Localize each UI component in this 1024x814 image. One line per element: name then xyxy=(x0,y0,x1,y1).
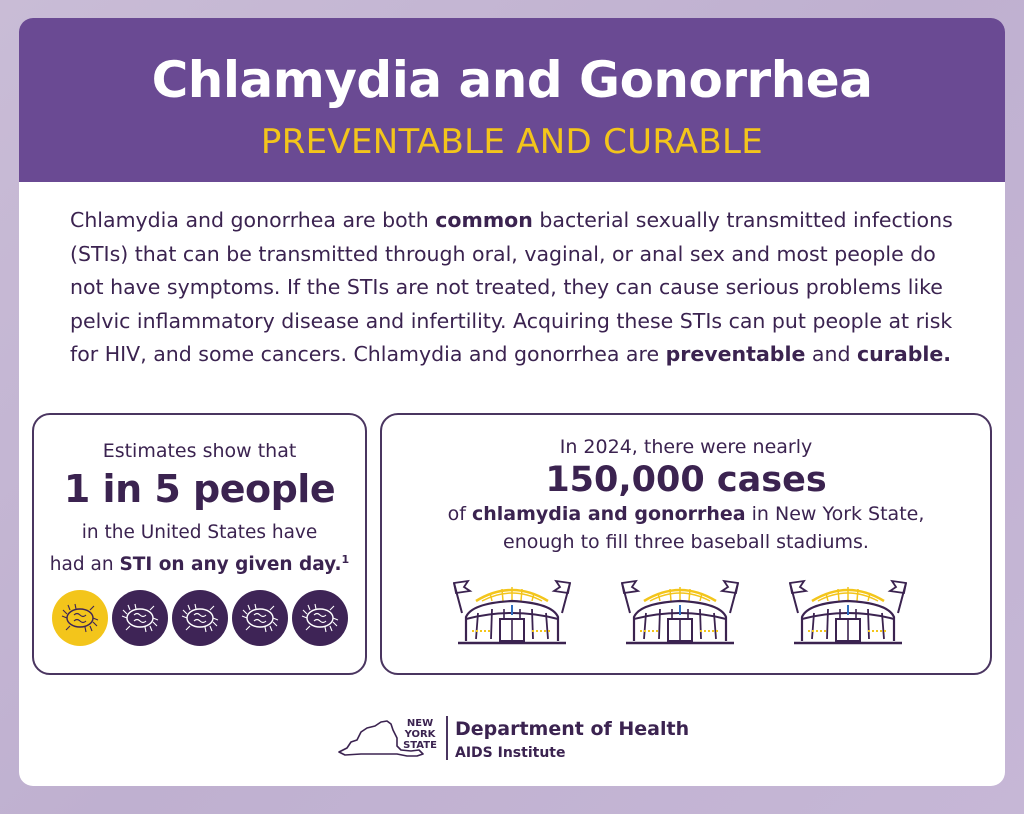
cases-box xyxy=(380,413,992,675)
cases-stat: 150,000 cases xyxy=(545,460,827,500)
cases-line-1-prefix: of xyxy=(447,503,472,525)
prevalence-line-2 xyxy=(34,547,365,578)
intro-bold-common: common xyxy=(435,208,533,232)
prevalence-line-2-bold: STI on any given day. xyxy=(119,554,342,576)
logo-divider xyxy=(446,716,448,760)
bacteria-icon xyxy=(52,590,108,646)
cases-line-1-suffix: in New York State, xyxy=(745,503,925,525)
prevalence-intro: Estimates show that xyxy=(102,440,297,462)
baseball-stadium-icon xyxy=(610,575,750,655)
header-banner xyxy=(19,18,1005,182)
new-york-state-wordmark xyxy=(395,718,445,751)
prevalence-stat: 1 in 5 people xyxy=(63,467,336,511)
page-title: Chlamydia and Gonorrhea xyxy=(151,51,873,109)
footer-logo xyxy=(19,698,1005,778)
page-subtitle: PREVENTABLE AND CURABLE xyxy=(260,122,764,162)
footnote-marker: 1 xyxy=(341,553,350,566)
intro-text-3: and xyxy=(805,342,857,366)
state-word-york: YORK xyxy=(404,729,436,740)
state-word-state: STATE xyxy=(403,740,437,751)
stadium-icon-row xyxy=(442,575,942,655)
bacteria-icon xyxy=(232,590,288,646)
baseball-stadium-icon xyxy=(778,575,918,655)
prevalence-line-1: in the United States have xyxy=(81,522,318,543)
cases-line-2: enough to fill three baseball stadiums. xyxy=(503,531,869,553)
intro-paragraph xyxy=(70,204,970,372)
bacteria-icon xyxy=(112,590,168,646)
cases-line-1 xyxy=(382,501,990,527)
intro-text-1: Chlamydia and gonorrhea are both xyxy=(70,208,436,232)
bacteria-icon-row xyxy=(52,590,352,650)
cases-intro: In 2024, there were nearly xyxy=(559,436,813,458)
baseball-stadium-icon xyxy=(442,575,582,655)
prevalence-box xyxy=(32,413,367,675)
infographic-card xyxy=(19,18,1005,786)
intro-text-2: bacterial sexually transmitted infections (STIs) that can be transmitted through oral, vaginal, or anal sex and most people do not have symptoms. If the STIs are not treated, they can cause serious problems like pelvic inflammatory disease and infertility. Acquiring these STIs can put people at risk for HIV, and some cancers. Chlamydia and gonorrhea are xyxy=(70,208,953,366)
intro-bold-curable: curable. xyxy=(857,342,952,366)
institute-name: AIDS Institute xyxy=(455,745,566,761)
bacteria-icon xyxy=(292,590,348,646)
prevalence-line-2-prefix: had an xyxy=(49,554,120,576)
state-word-new: NEW xyxy=(406,718,434,729)
bacteria-icon xyxy=(172,590,228,646)
cases-line-1-bold: chlamydia and gonorrhea xyxy=(471,503,746,525)
intro-bold-preventable: preventable xyxy=(665,342,806,366)
department-name: Department of Health xyxy=(455,718,690,740)
